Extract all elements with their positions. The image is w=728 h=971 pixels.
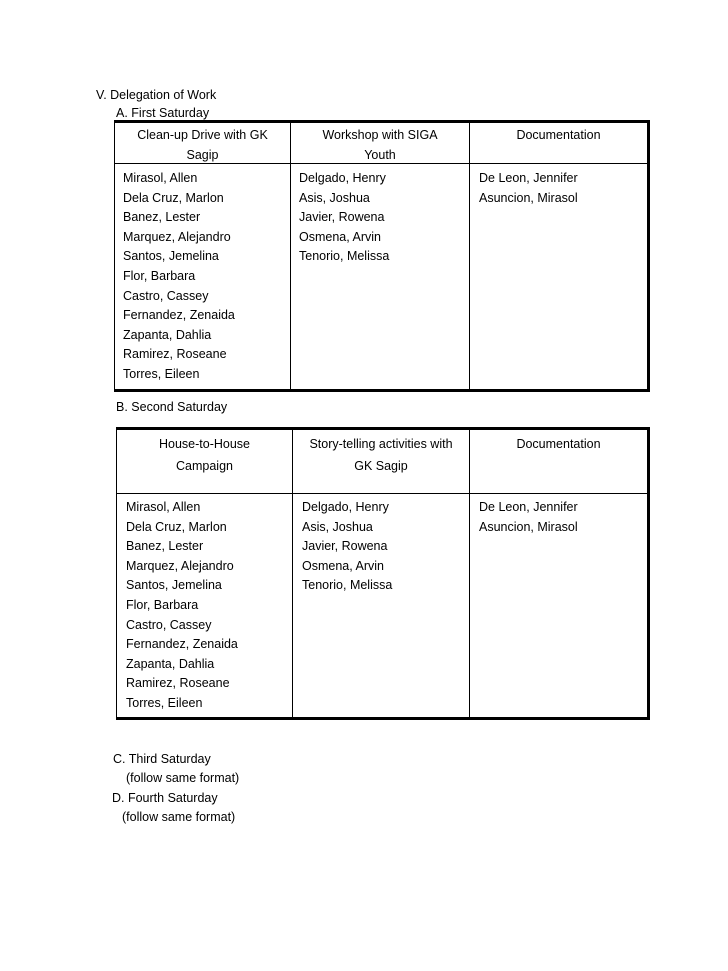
list-item: Asuncion, Mirasol (479, 519, 578, 534)
header-line: Youth (364, 148, 396, 162)
column-header (291, 122, 470, 164)
header-line: Workshop with SIGA (322, 128, 438, 142)
header-line: GK Sagip (354, 459, 408, 473)
list-item: Flor, Barbara (123, 268, 196, 283)
name-list (115, 164, 291, 391)
table-row (117, 494, 649, 719)
list-item: Torres, Eileen (126, 695, 203, 710)
header-line: Sagip (186, 148, 219, 162)
header-line: Documentation (516, 128, 601, 142)
section-title: V. Delegation of Work (96, 88, 217, 102)
table-row (115, 164, 649, 391)
column-header (117, 429, 293, 494)
list-item: Tenorio, Melissa (302, 578, 393, 593)
header-line: Campaign (176, 459, 233, 473)
list-item: Javier, Rowena (302, 539, 388, 554)
fourth-saturday-note: (follow same format) (122, 810, 236, 824)
list-item: Delgado, Henry (302, 500, 389, 514)
second-saturday-heading: B. Second Saturday (116, 400, 228, 414)
list-item: Delgado, Henry (299, 171, 386, 185)
name-list (470, 164, 649, 391)
list-item: Fernandez, Zenaida (123, 308, 235, 323)
list-item: Asis, Joshua (299, 190, 370, 205)
column-header (470, 122, 649, 164)
list-item: De Leon, Jennifer (479, 500, 578, 514)
list-item: Dela Cruz, Marlon (123, 190, 224, 205)
list-item: Marquez, Alejandro (123, 229, 231, 244)
list-item: Castro, Cassey (126, 617, 212, 632)
list-item: Tenorio, Melissa (299, 249, 390, 264)
name-list (117, 494, 293, 719)
list-item: Asis, Joshua (302, 519, 373, 534)
list-item: De Leon, Jennifer (479, 171, 578, 185)
list-item: Asuncion, Mirasol (479, 190, 578, 205)
list-item: Zapanta, Dahlia (123, 327, 212, 342)
name-list (291, 164, 470, 391)
name-list (470, 494, 649, 719)
list-item: Marquez, Alejandro (126, 558, 234, 573)
second-saturday-table (116, 427, 650, 720)
header-line: House-to-House (158, 437, 250, 451)
table-header-row (115, 122, 649, 164)
header-line: Documentation (516, 437, 601, 451)
list-item: Banez, Lester (123, 210, 201, 225)
list-item: Flor, Barbara (126, 597, 199, 612)
list-item: Zapanta, Dahlia (126, 656, 215, 671)
list-item: Fernandez, Zenaida (126, 637, 238, 652)
header-line: Story-telling activities with (309, 437, 453, 451)
list-item: Ramirez, Roseane (123, 347, 227, 362)
list-item: Banez, Lester (126, 539, 204, 554)
third-saturday-heading: C. Third Saturday (113, 752, 211, 766)
list-item: Santos, Jemelina (123, 249, 219, 264)
first-saturday-table (114, 120, 650, 392)
column-header (470, 429, 649, 494)
column-header (115, 122, 291, 164)
list-item: Osmena, Arvin (299, 229, 381, 244)
list-item: Mirasol, Allen (126, 500, 201, 514)
name-list (293, 494, 470, 719)
list-item: Mirasol, Allen (123, 171, 198, 185)
table-header-row (117, 429, 649, 494)
header-line: Clean-up Drive with GK (137, 128, 268, 142)
list-item: Castro, Cassey (123, 288, 209, 303)
third-saturday-note: (follow same format) (126, 771, 240, 785)
list-item: Santos, Jemelina (126, 578, 222, 593)
list-item: Torres, Eileen (123, 366, 200, 381)
fourth-saturday-heading: D. Fourth Saturday (112, 791, 218, 805)
list-item: Ramirez, Roseane (126, 676, 230, 691)
first-saturday-heading: A. First Saturday (116, 106, 210, 120)
column-header (293, 429, 470, 494)
list-item: Osmena, Arvin (302, 558, 384, 573)
list-item: Dela Cruz, Marlon (126, 519, 227, 534)
list-item: Javier, Rowena (299, 210, 385, 225)
